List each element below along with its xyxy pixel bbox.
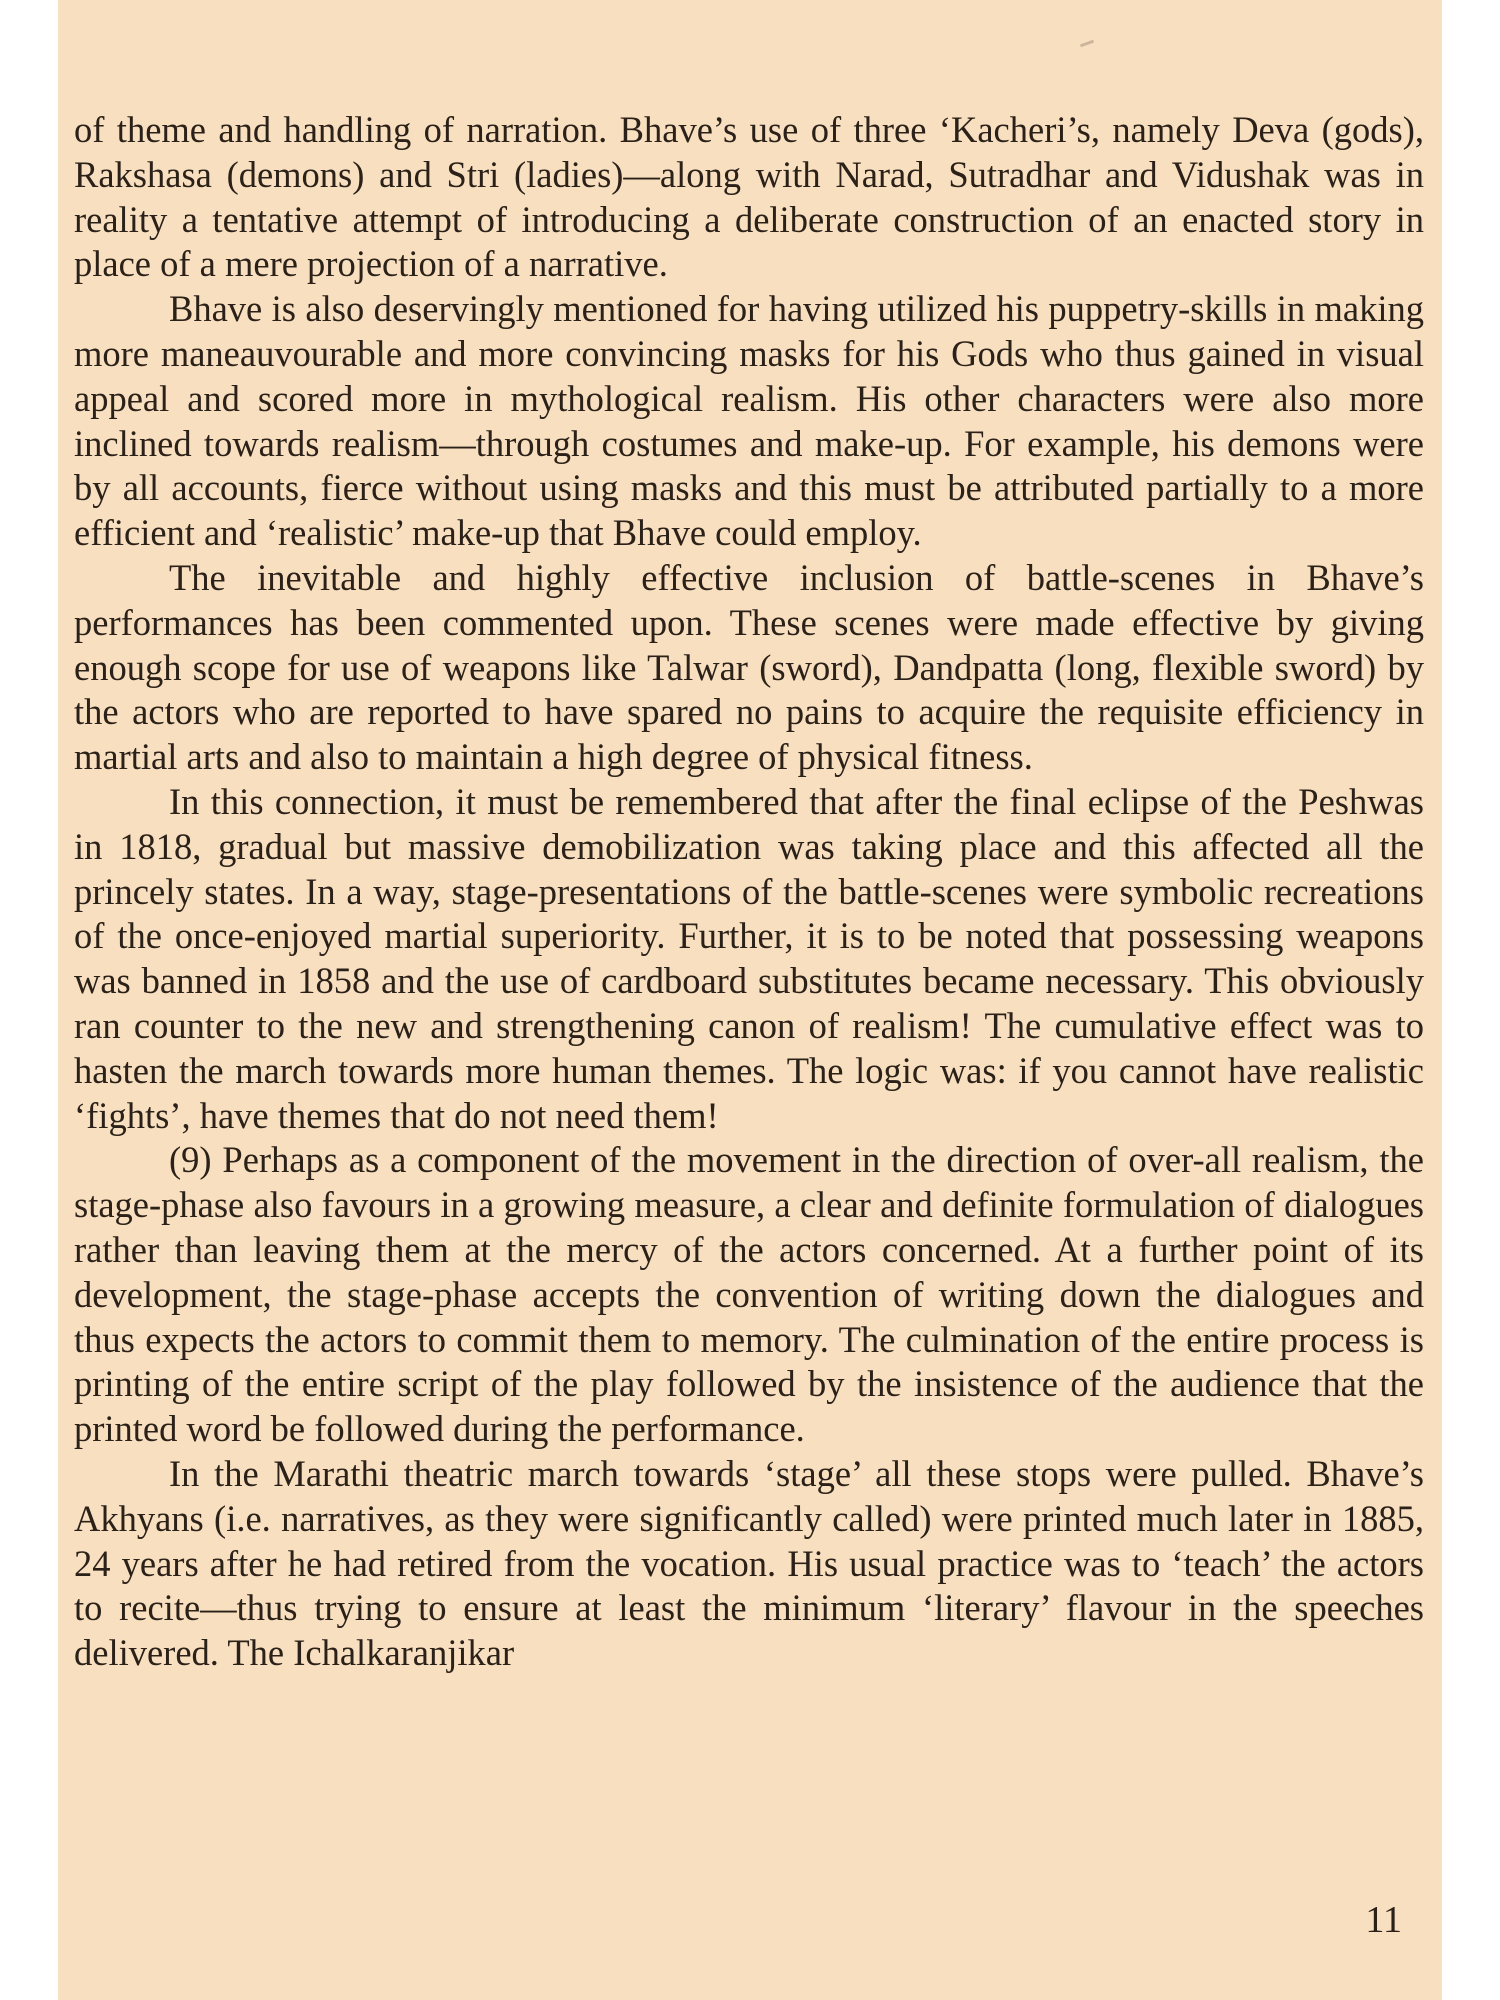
paragraph-2: Bhave is also deservingly mentioned for having utilized his puppetry-skills in making more maneauvourable and more convincing masks for his Gods who thus gained in visual appeal and scored more in mythological realism. His other characters were also more inclined towards realism—through costumes and make-up. For example, his demons were by all accounts, fierce without using masks and this must be attributed partially to a more efficient and ‘realistic’ make-up that Bhave could employ. <box>74 288 1424 554</box>
paragraph-4: In this connection, it must be remembered that after the final eclipse of the Peshwas in 1818, gradual but massive demobilization was taking place and this affected all the princely states. In a way, stage-presentations of the battle-scenes were symbolic recreations of the once-enjoyed martial superiority. Further, it is to be noted that possessing weapons was banned in 1858 and the use of cardboard substitutes became necessary. This obviously ran counter to the new and strengthening canon of realism! The cumulative effect was to hasten the march towards more human themes. The logic was: if you cannot have realistic ‘fights’, have themes that do not need them! <box>74 780 1424 1136</box>
paragraph-3: The inevitable and highly effective inclusion of battle-scenes in Bhave’s performances has been commented upon. These scenes were made effective by giving enough scope for use of weapons like Talwar (sword), Dandpatta (long, flexible sword) by the actors who are reported to have spared no pains to acquire the requisite efficiency in martial arts and also to maintain a high degree of physical fitness. <box>74 556 1424 778</box>
body-text <box>74 108 1424 1676</box>
paragraph-1: of theme and handling of narration. Bhave’s use of three ‘Kacheri’s, namely Deva (gods), Rakshasa (demons) and Stri (ladies)—along with Narad, Sutradhar and Vidushak was in reality a tentative attempt of introducing a deliberate construction of an enacted story in place of a mere projection of a narrative. <box>74 109 1424 285</box>
book-page <box>58 0 1442 2000</box>
paragraph-6: In the Marathi theatric march towards ‘stage’ all these stops were pulled. Bhave’s Akhyans (i.e. narratives, as they were significantly called) were printed much later in 1885, 24 years after he had retired from the vocation. His usual practice was to ‘teach’ the actors to recite—thus trying to ensure at least the minimum ‘literary’ flavour in the speeches delivered. The Ichalkaranjikar <box>74 1452 1424 1674</box>
print-speck <box>1080 40 1094 48</box>
paragraph-5: (9) Perhaps as a component of the movement in the direction of over-all realism, the stage-phase also favours in a growing measure, a clear and definite formulation of dialogues rather than leaving them at the mercy of the actors concerned. At a further point of its development, the stage-phase accepts the convention of writing down the dialogues and thus expects the actors to commit them to memory. The culmination of the entire process is printing of the entire script of the play followed by the insistence of the audience that the printed word be followed during the performance. <box>74 1139 1424 1450</box>
page-number: 11 <box>1365 1899 1402 1941</box>
